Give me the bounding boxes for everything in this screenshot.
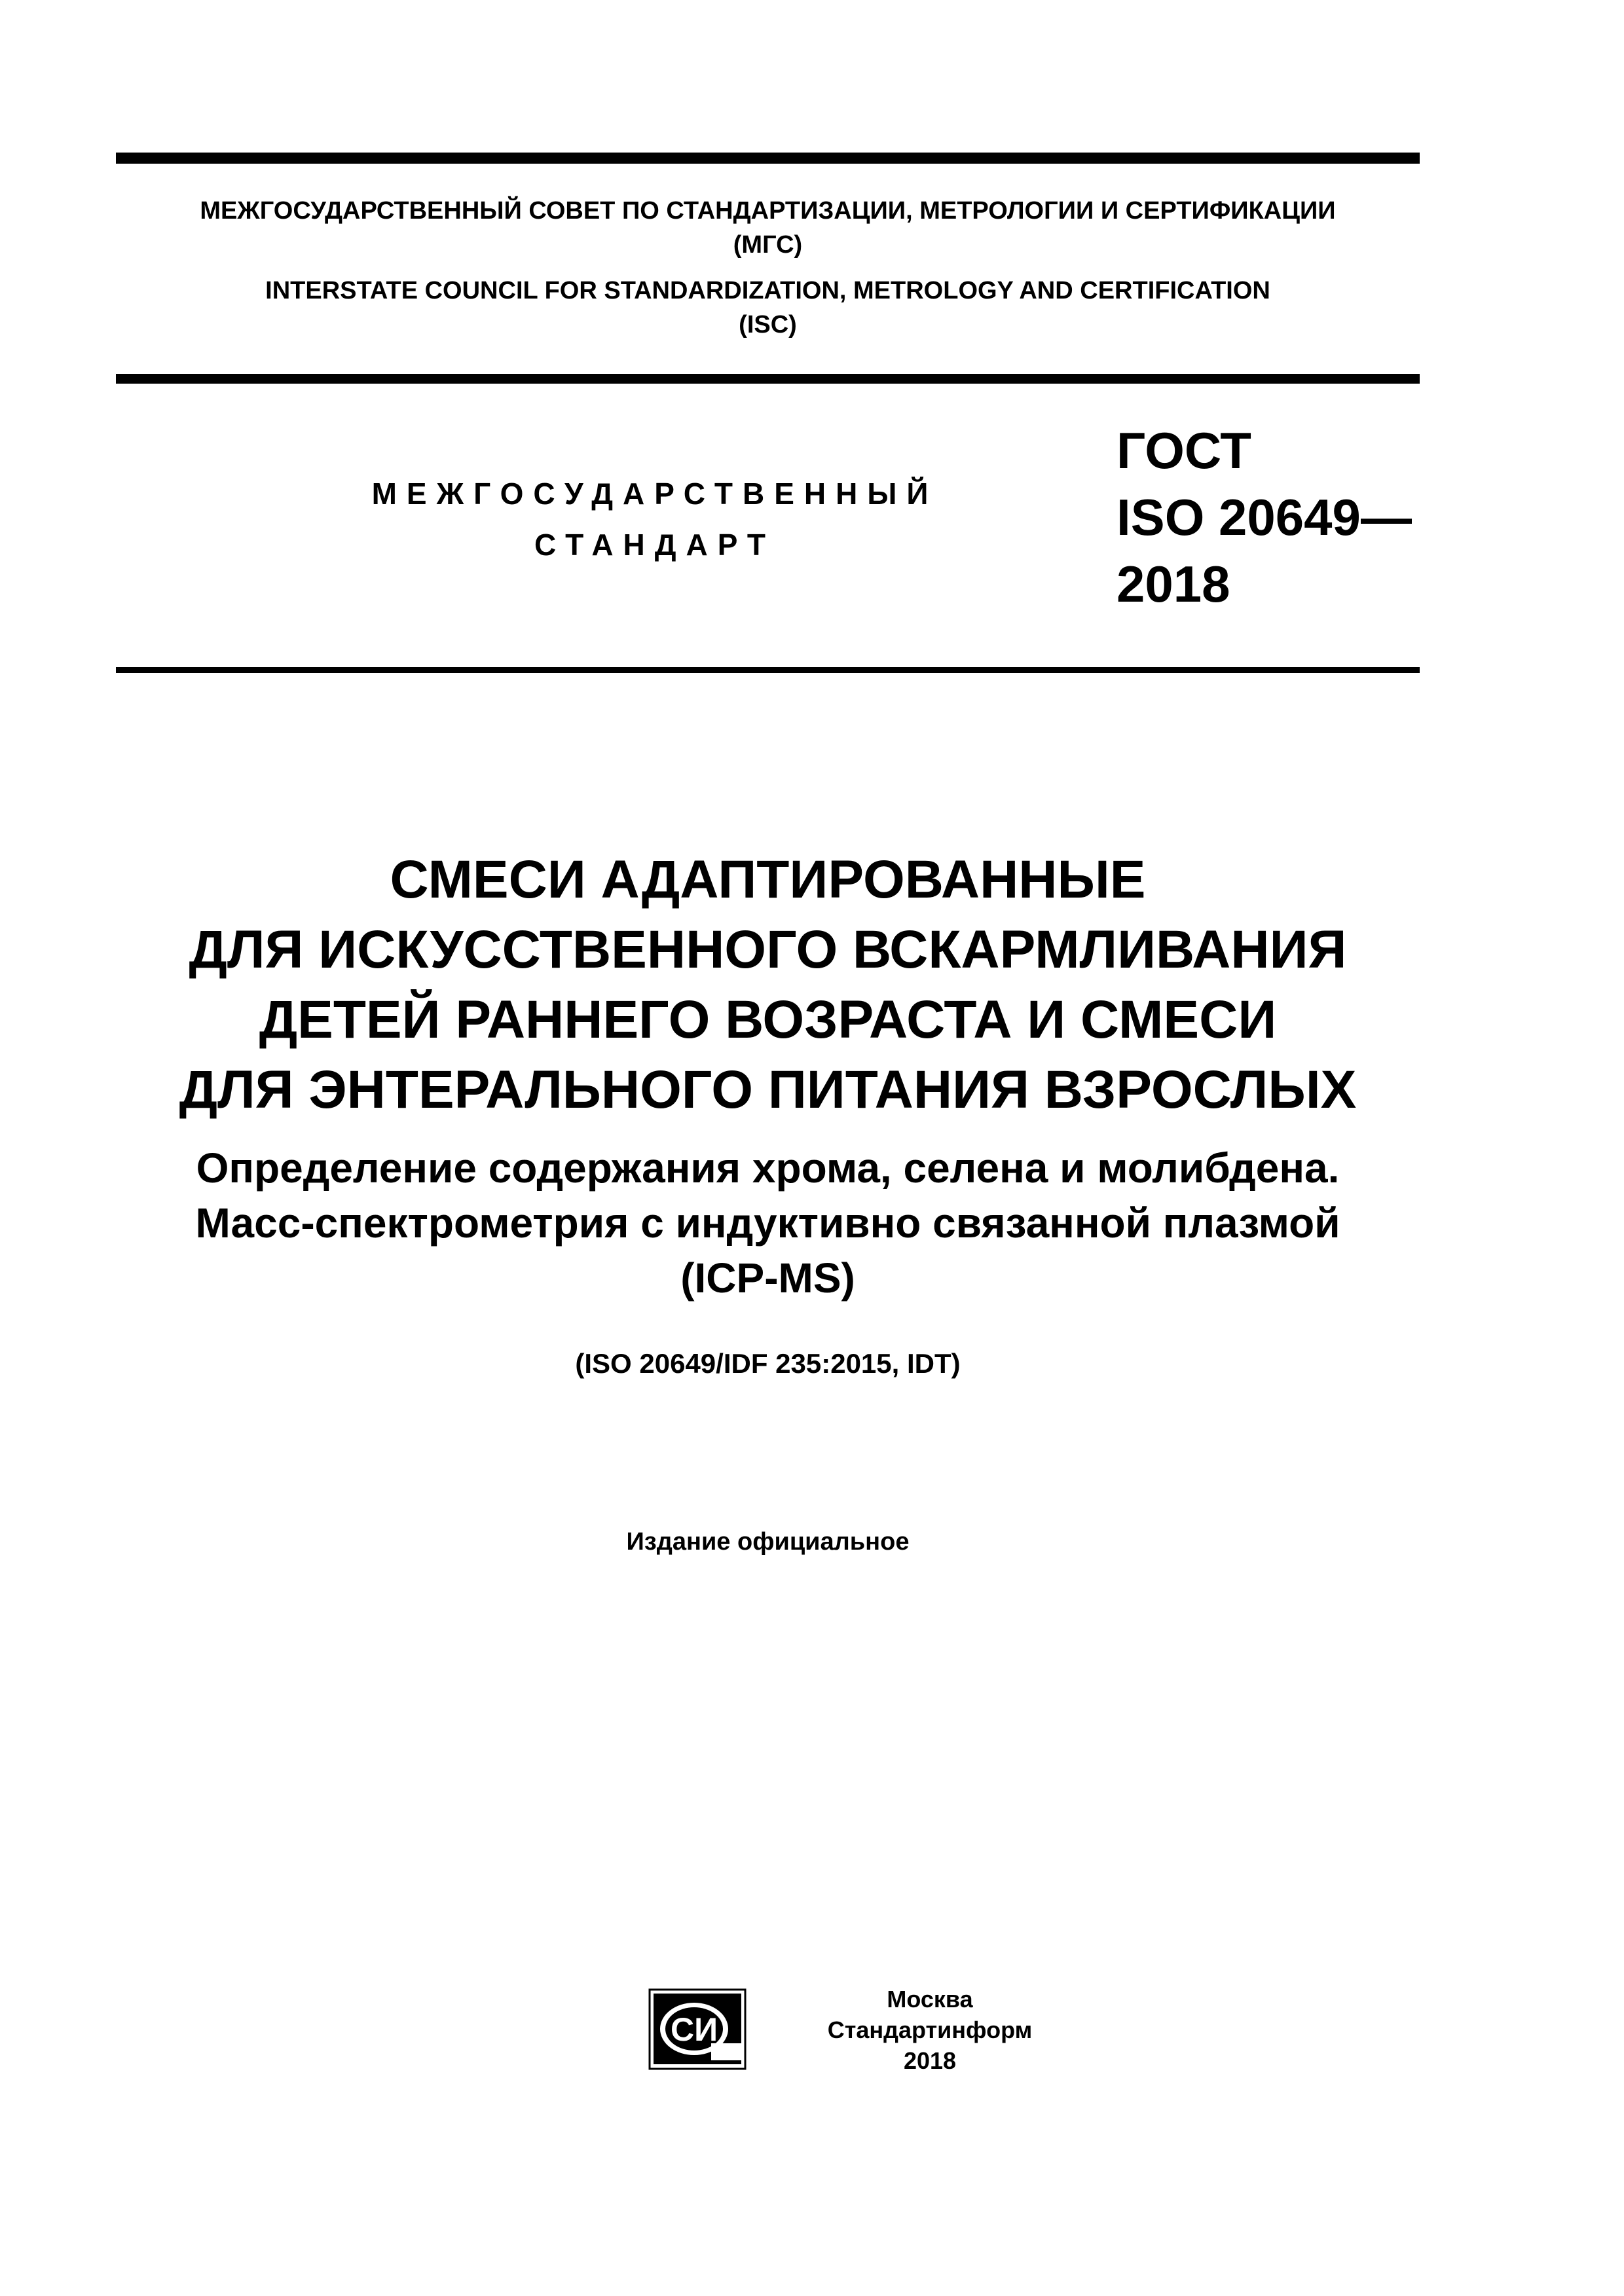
council-name-ru: МЕЖГОСУДАРСТВЕННЫЙ СОВЕТ ПО СТАНДАРТИЗАЦИИ, МЕТРОЛОГИИ И СЕРТИФИКАЦИИ	[200, 197, 1336, 225]
top-rule	[116, 153, 1420, 164]
title-line3: ДЕТЕЙ РАННЕГО ВОЗРАСТА И СМЕСИ	[259, 990, 1277, 1049]
designation-line2: ISO 20649—	[1116, 488, 1412, 546]
council-abbr-en: (ISC)	[739, 311, 797, 338]
header-bottom-rule	[116, 667, 1420, 673]
standard-designation	[1116, 417, 1424, 617]
standard-kind-line2: СТАНДАРТ	[534, 528, 775, 562]
subtitle-line2: Масс-спектрометрия с индуктивно связанной плазмой	[195, 1199, 1340, 1247]
edition-note: Издание официальное	[626, 1528, 910, 1556]
designation-line3: 2018	[1116, 555, 1230, 613]
subtitle-line1: Определение содержания хрома, селена и молибдена.	[196, 1144, 1340, 1192]
publisher-name: Стандартинформ	[827, 2016, 1033, 2043]
council-name-block	[116, 194, 1420, 342]
publisher-year: 2018	[903, 2047, 957, 2074]
document-title	[116, 845, 1420, 1125]
title-line2: ДЛЯ ИСКУССТВЕННОГО ВСКАРМЛИВАНИЯ	[189, 920, 1347, 979]
iso-reference: (ISO 20649/IDF 235:2015, IDT)	[575, 1348, 961, 1379]
title-line4: ДЛЯ ЭНТЕРАЛЬНОГО ПИТАНИЯ ВЗРОСЛЫХ	[179, 1060, 1357, 1120]
title-line1: СМЕСИ АДАПТИРОВАННЫЕ	[390, 850, 1146, 909]
publisher-city: Москва	[887, 1986, 973, 2013]
standard-kind-line1: МЕЖГОСУДАРСТВЕННЫЙ	[371, 477, 938, 511]
document-subtitle	[116, 1140, 1420, 1305]
council-abbr-ru: (МГС)	[733, 231, 803, 259]
standartinform-logo-icon	[648, 1988, 747, 2070]
standard-kind	[236, 468, 1074, 570]
council-name-en: INTERSTATE COUNCIL FOR STANDARDIZATION, METROLOGY AND CERTIFICATION	[265, 277, 1270, 304]
designation-line1: ГОСТ	[1116, 422, 1251, 479]
subtitle-line3: (ICP-MS)	[680, 1254, 855, 1302]
publisher-block	[799, 1984, 1061, 2076]
council-bottom-rule	[116, 374, 1420, 384]
logo-text: СИ	[670, 2011, 718, 2048]
